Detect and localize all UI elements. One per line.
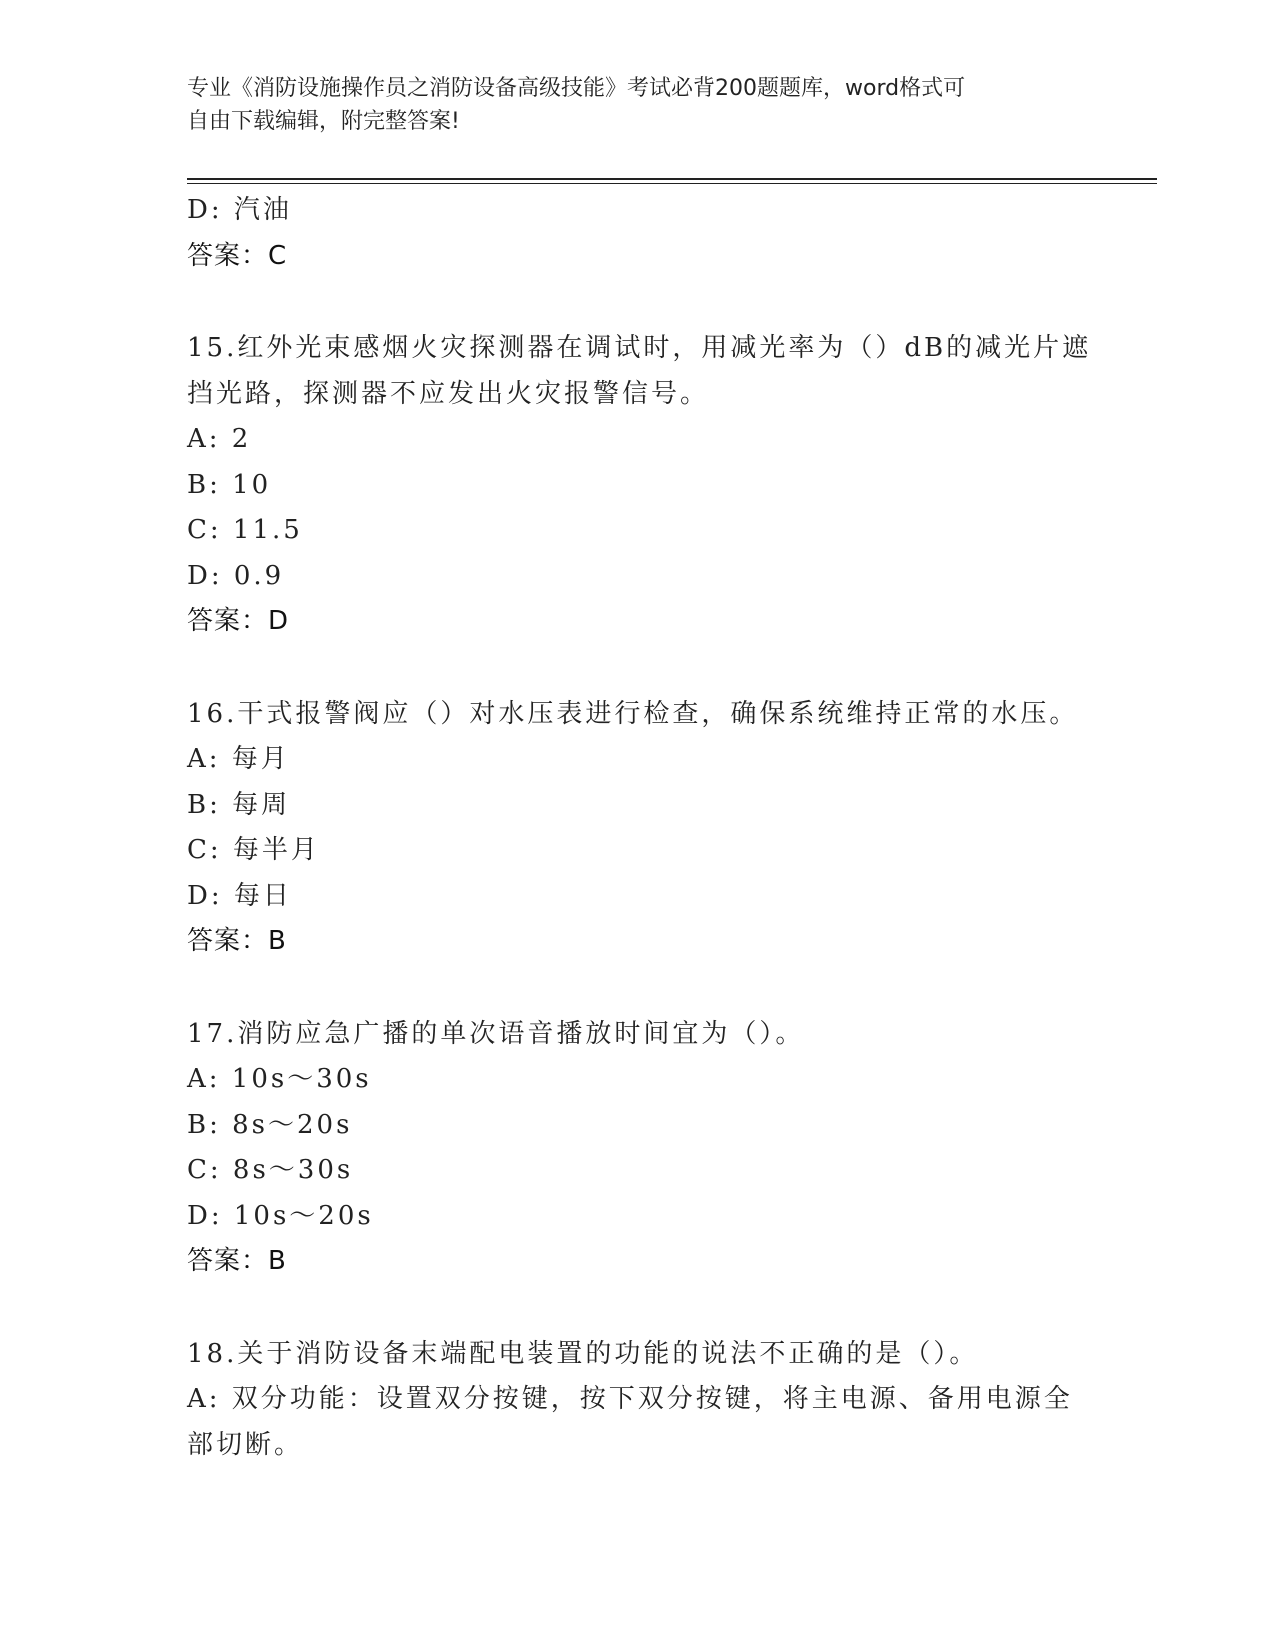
header-rule-thin [187, 183, 1157, 184]
option-d: D: 汽油 [187, 195, 292, 225]
option-d: D: 10s～20s [187, 1200, 374, 1231]
option-b: B: 10 [187, 469, 272, 500]
header-rule-thick [187, 178, 1157, 180]
option-a-continued: 部切断。 [187, 1429, 304, 1460]
question-18 [187, 1332, 1087, 1469]
option-b: B: 每周 [187, 789, 291, 820]
answer: 答案：B [187, 1246, 287, 1276]
header-line-1: 专业《消防设施操作员之消防设备高级技能》考试必背200题题库，word格式可 [187, 76, 966, 101]
question-stem: 16.干式报警阀应（）对水压表进行检查，确保系统维持正常的水压。 [187, 698, 1079, 729]
option-a: A: 10s～30s [187, 1064, 372, 1094]
answer: 答案：B [187, 926, 287, 956]
option-c: C: 每半月 [187, 835, 320, 865]
question-stem: 18.关于消防设备末端配电装置的功能的说法不正确的是（）。 [187, 1338, 979, 1369]
question-16 [187, 692, 1087, 965]
option-a: A: 双分功能：设置双分按键，按下双分按键，将主电源、备用电源全 [187, 1384, 1073, 1414]
option-a: A: 每月 [187, 744, 290, 774]
option-d: D: 每日 [187, 880, 292, 911]
question-stem: 15.红外光束感烟火灾探测器在调试时，用减光率为（）dB的减光片遮 [187, 333, 1092, 363]
option-a: A: 2 [187, 424, 252, 454]
question-stem-continued: 挡光路，探测器不应发出火灾报警信号。 [187, 378, 710, 409]
answer: 答案：D [187, 606, 290, 636]
header-line-2: 自由下载编辑，附完整答案! [187, 109, 460, 134]
option-c: C: 8s～30s [187, 1155, 354, 1185]
question-14-tail [187, 188, 1087, 279]
question-stem: 17.消防应急广播的单次语音播放时间宜为（）。 [187, 1018, 805, 1049]
question-15 [187, 326, 1092, 645]
option-b: B: 8s～20s [187, 1109, 353, 1140]
option-d: D: 0.9 [187, 560, 285, 591]
question-17 [187, 1012, 1087, 1285]
option-c: C: 11.5 [187, 515, 303, 545]
answer: 答案：C [187, 240, 288, 271]
document-header [187, 72, 1087, 138]
question-list [187, 188, 1092, 1468]
